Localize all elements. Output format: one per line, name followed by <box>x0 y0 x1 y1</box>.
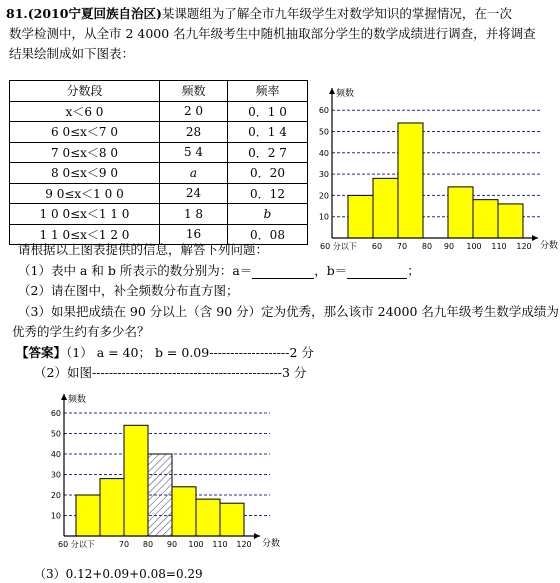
problem-header <box>6 4 512 22</box>
x-tick-label: 80 <box>421 242 433 251</box>
x-tick-label: 120 <box>236 540 252 549</box>
frequency-table <box>9 80 308 245</box>
y-axis-arrow <box>61 394 67 400</box>
y-tick-label: 10 <box>50 511 61 521</box>
table-row <box>10 204 308 225</box>
histogram-bar-added <box>148 454 172 536</box>
x-tick-label: 110 <box>491 242 507 251</box>
y-tick-label: 30 <box>318 170 329 180</box>
question-1-b-label: ，b＝ <box>314 263 348 278</box>
x-tick-label: 110 <box>212 540 228 549</box>
x-tick-label: 100 <box>466 242 482 251</box>
y-tick-label: 50 <box>50 429 61 439</box>
x-tick-label: 70 <box>396 242 408 251</box>
table-cell: 9 0≤x＜1 0 0 <box>10 183 160 204</box>
x-tick-label: 60 分以下 <box>58 540 95 549</box>
x-tick-label: 90 <box>166 540 178 549</box>
table-row <box>10 142 308 163</box>
table-cell: 1 0 0≤x＜1 1 0 <box>10 204 160 225</box>
y-tick-label: 10 <box>318 212 329 222</box>
problem-intro: 某课题组为了解全市九年级学生对数学知识的掌握情况，在一次 <box>161 6 512 21</box>
y-tick-label: 20 <box>50 491 61 500</box>
problem-intro-line2: 数学检测中，从全市 2 4000 名九年级考生中随机抽取部分学生的数学成绩进行调查，并将调查 <box>9 26 536 41</box>
histogram-incomplete <box>318 80 558 252</box>
table-cell: b <box>228 204 308 225</box>
table-row <box>10 183 308 204</box>
x-tick-label: 90 <box>443 242 455 251</box>
y-axis-label: 频数 <box>336 89 355 99</box>
table-header-row <box>10 81 308 102</box>
answer-blank-b[interactable] <box>347 263 407 279</box>
histogram-bar <box>448 187 473 238</box>
x-axis-arrow <box>254 533 260 539</box>
histogram-bar <box>76 495 100 536</box>
table-cell: 7 0≤x＜8 0 <box>10 142 160 163</box>
table-cell: 2 0 <box>160 101 228 122</box>
y-tick-label: 30 <box>50 470 61 480</box>
y-axis-label: 频数 <box>68 395 87 405</box>
problem-number: 81. <box>6 6 28 21</box>
x-axis-label: 分数 <box>262 539 281 549</box>
x-axis-arrow <box>532 235 538 241</box>
histogram-bar <box>473 200 498 238</box>
question-1 <box>18 261 420 279</box>
histogram-bar <box>100 479 124 536</box>
header-frequency: 频数 <box>160 81 228 102</box>
table-cell: 24 <box>160 183 228 204</box>
table-row <box>10 101 308 122</box>
histogram-bar <box>220 503 244 536</box>
table-cell: 1 1 0≤x＜1 2 0 <box>10 224 160 245</box>
table-cell: 0．2 7 <box>228 142 308 163</box>
problem-intro-line3: 结果绘制成如下图表： <box>9 46 135 61</box>
histogram-bar <box>348 195 373 238</box>
table-cell: 0．12 <box>228 183 308 204</box>
answer-part2: （2）如图---------------------------------------------3 分 <box>34 365 307 380</box>
x-tick-label: 100 <box>188 540 204 549</box>
x-axis-label: 分数 <box>540 241 558 251</box>
question-1-text: （1）表中 a 和 b 所表示的数分别为： <box>18 263 233 278</box>
table-row <box>10 163 308 184</box>
question-2: （2）请在图中，补全频数分布直方图； <box>18 283 239 298</box>
y-tick-label: 40 <box>318 148 329 158</box>
answer-label: 【答案】 <box>16 345 67 360</box>
histogram-completed <box>34 388 284 556</box>
table-cell: 0．1 0 <box>228 101 308 122</box>
table-cell: 1 8 <box>160 204 228 225</box>
table-cell: 0．1 4 <box>228 122 308 143</box>
histogram-bar <box>124 425 148 536</box>
histogram-bar <box>373 178 398 238</box>
table-cell: 28 <box>160 122 228 143</box>
question-3-line2: 优秀的学生约有多少名？ <box>12 324 150 339</box>
table-cell: 0．08 <box>228 224 308 245</box>
table-cell: 6 0≤x＜7 0 <box>10 122 160 143</box>
question-1-end: ； <box>407 263 420 278</box>
y-tick-label: 20 <box>318 191 329 201</box>
answer-part1: （1） a = 40； b = 0.09-------------------2 分 <box>66 345 314 360</box>
x-tick-label: 80 <box>142 540 154 549</box>
table-cell: a <box>160 163 228 184</box>
header-score-range: 分数段 <box>10 81 160 102</box>
x-tick-label: 60 <box>371 242 383 251</box>
histogram-bar <box>196 499 220 536</box>
histogram-bar <box>172 487 196 536</box>
x-tick-label: 60 分以下 <box>320 242 357 251</box>
answer-blank-a[interactable] <box>252 263 314 279</box>
x-tick-label: 70 <box>118 540 130 549</box>
table-cell: 5 4 <box>160 142 228 163</box>
question-1-a-label: a＝ <box>232 263 253 278</box>
table-cell: x＜6 0 <box>10 101 160 122</box>
table-cell: 0．20 <box>228 163 308 184</box>
y-axis-arrow <box>329 88 335 94</box>
histogram-bar <box>498 204 523 238</box>
question-3-line1: （3）如果把成绩在 90 分以上（含 90 分）定为优秀，那么该市 24000 名九年级考生数学成绩为 <box>18 304 559 319</box>
instruction-text: 请根据以上图表提供的信息，解答下列问题： <box>18 242 269 257</box>
x-tick-label: 120 <box>516 242 532 251</box>
table-cell: 16 <box>160 224 228 245</box>
answer-line1 <box>16 343 314 361</box>
problem-source: (2010宁夏回族自治区) <box>27 6 162 21</box>
y-tick-label: 60 <box>318 106 329 116</box>
histogram-bar <box>398 123 423 238</box>
y-tick-label: 60 <box>50 409 61 418</box>
y-tick-label: 40 <box>50 450 61 459</box>
table-row <box>10 122 308 143</box>
header-relative-frequency: 频率 <box>228 81 308 102</box>
answer-part3: （3）0.12+0.09+0.08=0.29 <box>34 567 203 581</box>
table-cell: 8 0≤x＜9 0 <box>10 163 160 184</box>
y-tick-label: 50 <box>318 127 329 137</box>
